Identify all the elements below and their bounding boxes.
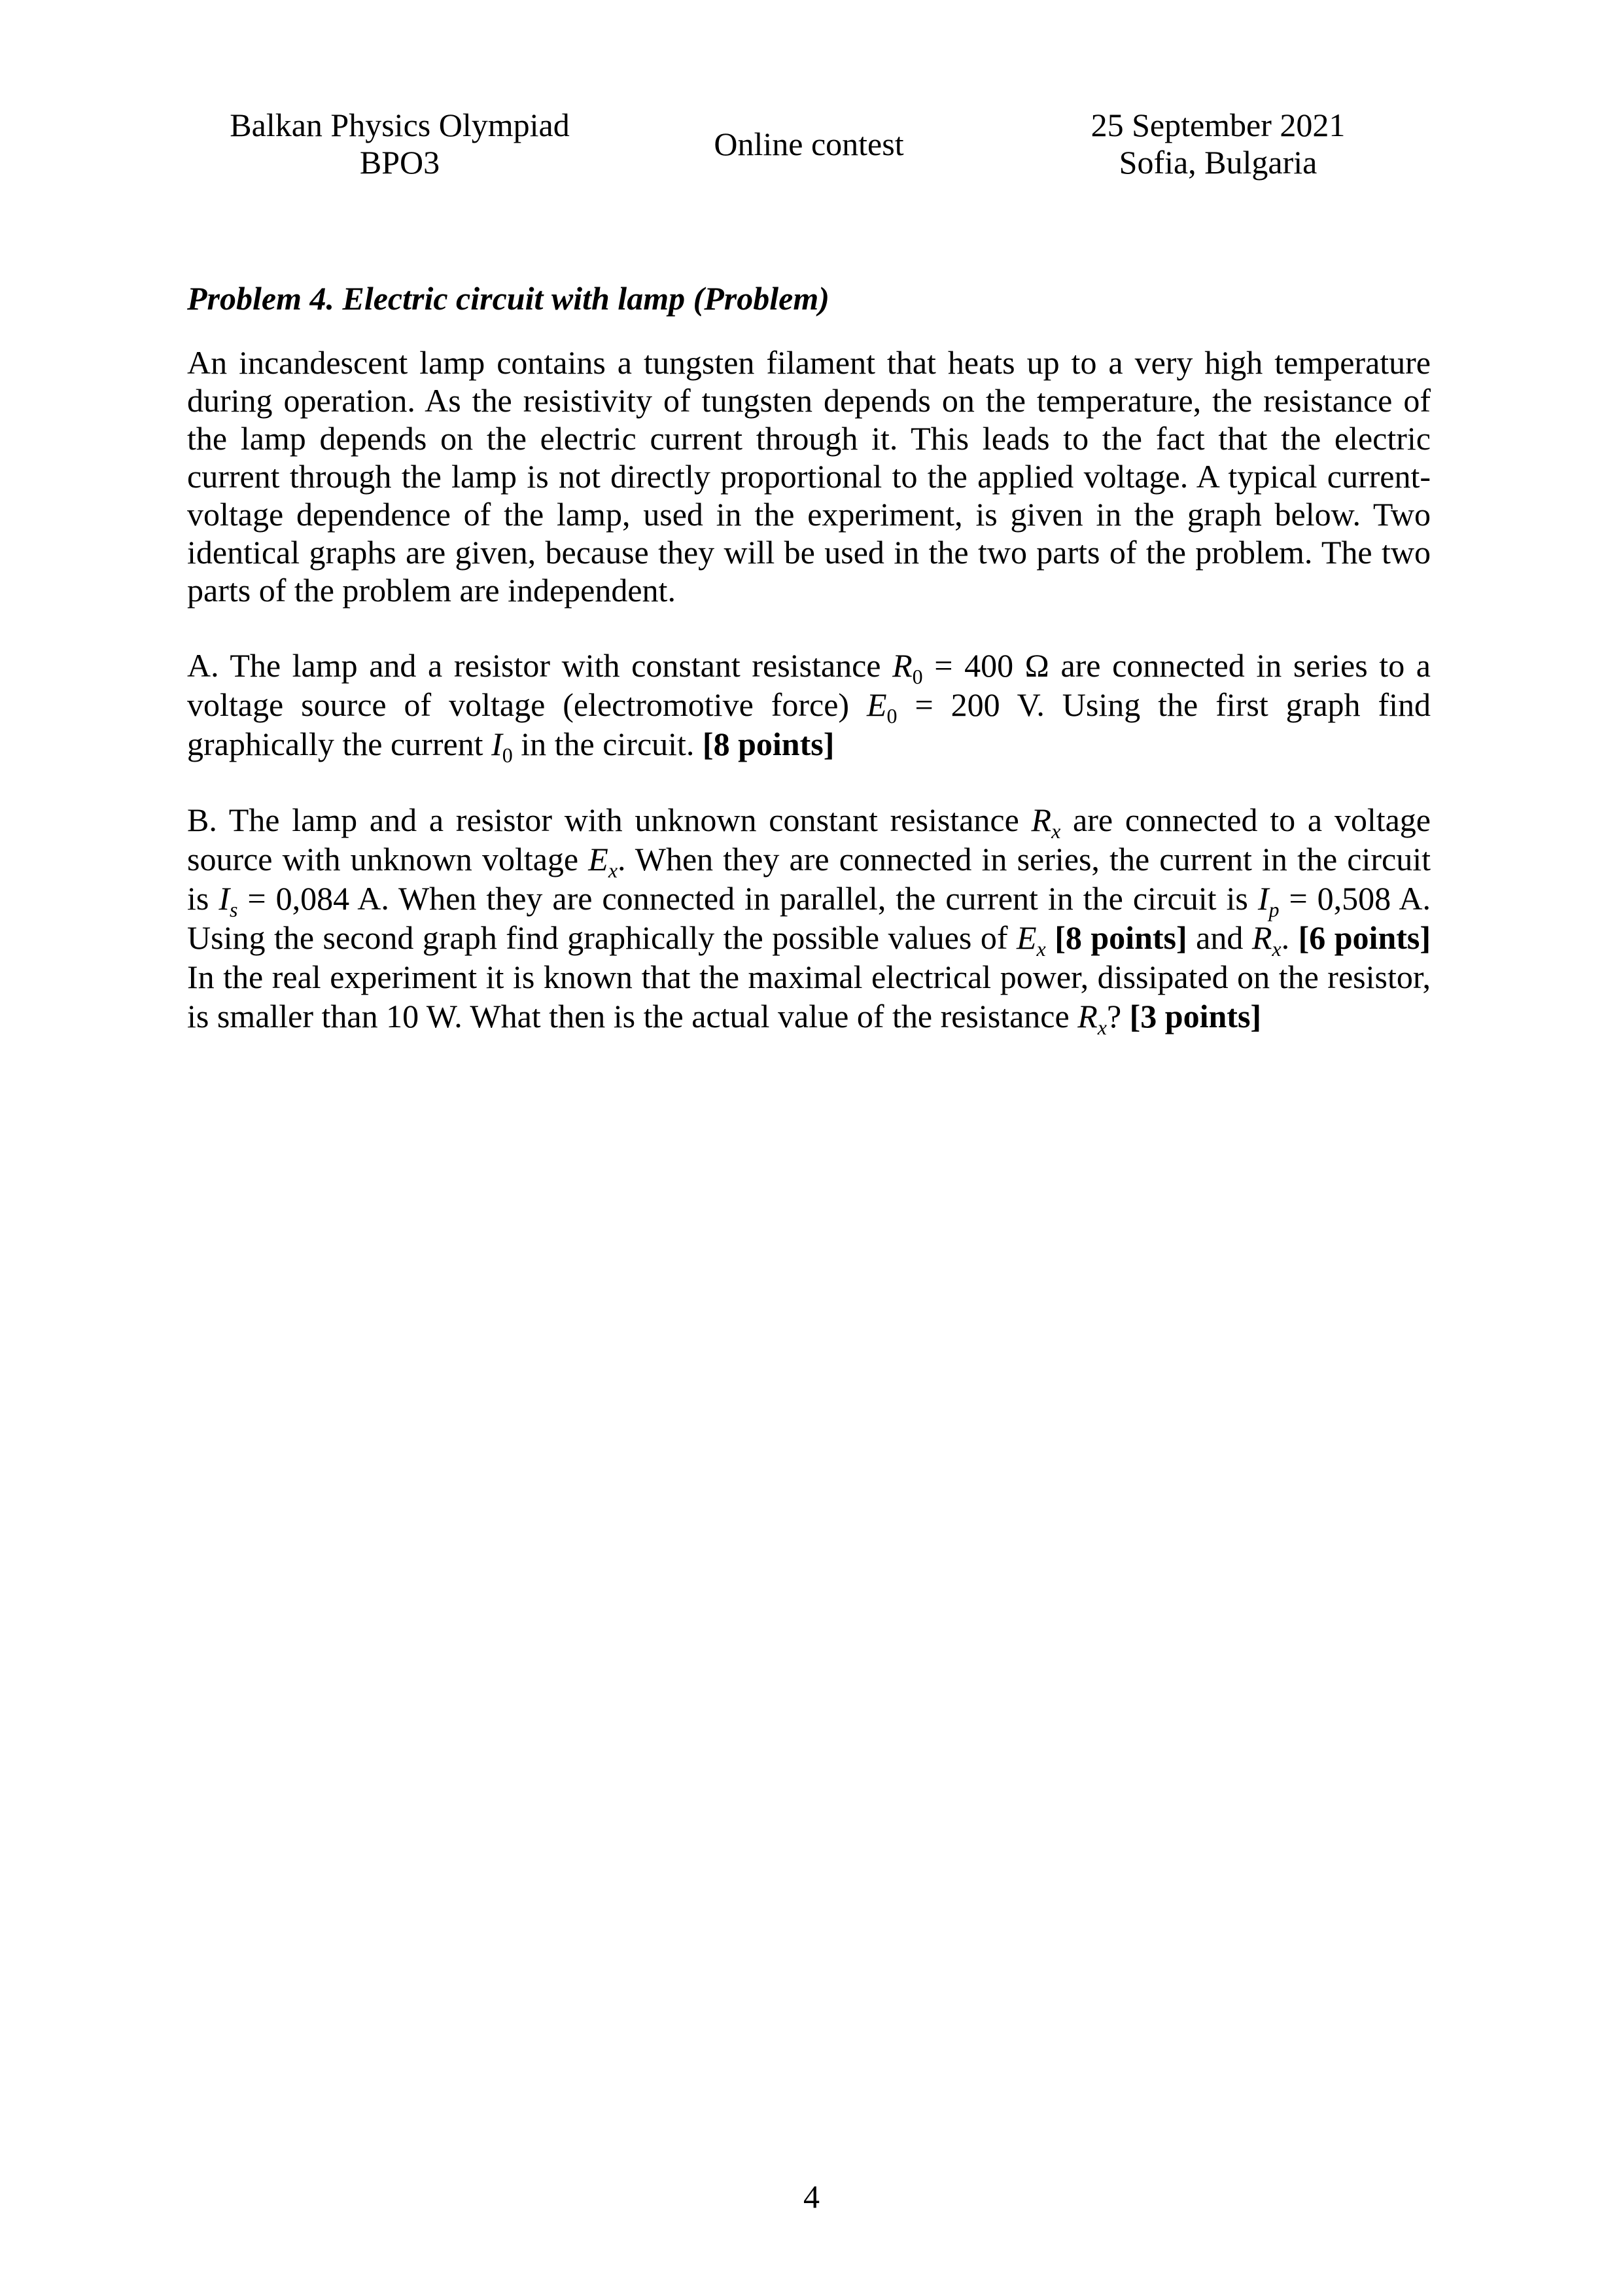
variable-rx: R — [1251, 919, 1272, 956]
part-a-text: A. The lamp and a resistor with constant resistance — [187, 647, 893, 684]
header-contest — [612, 107, 1005, 181]
header-organization-name: Balkan Physics Olympiad — [230, 107, 570, 143]
part-b-points-badge-rx: [6 points] — [1298, 919, 1431, 956]
variable-i0-subscript: 0 — [502, 743, 513, 767]
problem-title: Problem 4. Electric circuit with lamp (Problem) — [187, 280, 829, 317]
part-b-text: . — [1281, 919, 1299, 956]
part-b-text: are connected to a voltage source with unknown voltage — [187, 802, 1431, 877]
problem-intro-paragraph: An incandescent lamp contains a tungsten filament that heats up to a very high temperature during operation. As the resistivity of tungsten depends on the temperature, the resistance of the lamp depends on the electric current through it. This leads to the fact that the electric current through the lamp is not directly proportional to the applied voltage. A typical current-voltage dependence of the lamp, used in the experiment, is given in the graph below. Two identical graphs are given, because they will be used in the two parts of the problem. The two parts of the problem are independent. — [187, 344, 1431, 609]
part-b-text: B. The lamp and a resistor with unknown constant resistance — [187, 802, 1032, 838]
header-date: 25 September 2021 — [1091, 107, 1346, 143]
part-b-text: ? — [1106, 998, 1130, 1034]
variable-r0: R — [892, 647, 913, 684]
variable-e0-subscript: 0 — [886, 704, 898, 728]
variable-e0: E — [867, 686, 887, 723]
variable-rx: R — [1031, 802, 1052, 838]
part-a-text: in the circuit. — [512, 726, 703, 762]
header-organization — [187, 107, 612, 181]
part-a-text: = 400 Ω are connected in series to a voltage source of voltage (electromotive force) — [187, 647, 1431, 723]
part-b-text: = 0,508 A. Using the second graph find graphically the possible values of — [187, 880, 1431, 956]
variable-is: I — [218, 880, 230, 917]
problem-part-a-paragraph — [187, 646, 1431, 767]
variable-i0: I — [491, 726, 502, 762]
variable-ex: E — [588, 841, 608, 877]
variable-ip: I — [1257, 880, 1269, 917]
header-date-location — [1005, 107, 1431, 181]
variable-rx-subscript: x — [1097, 1016, 1107, 1039]
variable-rx: R — [1077, 998, 1098, 1034]
variable-rx-subscript: x — [1051, 819, 1061, 843]
variable-ip-subscript: p — [1268, 898, 1280, 921]
part-a-points-badge: [8 points] — [702, 726, 835, 762]
variable-ex-subscript: x — [1036, 937, 1046, 961]
problem-part-b-paragraph — [187, 800, 1431, 1039]
part-a-text: = 200 V. Using the first graph find graphically the current — [187, 686, 1431, 762]
header-organization-abbr: BPO3 — [359, 144, 440, 181]
part-b-text: and — [1187, 919, 1252, 956]
part-b-points-badge-ex: [8 points] — [1055, 919, 1187, 956]
header-location: Sofia, Bulgaria — [1119, 144, 1318, 181]
variable-ex-subscript: x — [608, 858, 618, 882]
part-b-points-badge-actual: [3 points] — [1129, 998, 1262, 1034]
part-b-text — [1046, 919, 1055, 956]
page-header — [187, 107, 1431, 181]
variable-rx-subscript: x — [1272, 937, 1282, 961]
header-contest-label: Online contest — [714, 125, 904, 162]
part-b-text: . When they are connected in series, the current in the circuit is — [187, 841, 1431, 917]
page-number: 4 — [803, 2178, 820, 2215]
variable-ex: E — [1016, 919, 1037, 956]
part-b-text: In the real experiment it is known that the maximal electrical power, dissipated on the resistor, is smaller than 10 W. What then is the actual value of the resistance — [187, 959, 1431, 1034]
variable-is-subscript: s — [229, 898, 238, 921]
variable-r0-subscript: 0 — [912, 665, 923, 688]
part-b-text: = 0,084 A. When they are connected in parallel, the current in the circuit is — [237, 880, 1258, 917]
